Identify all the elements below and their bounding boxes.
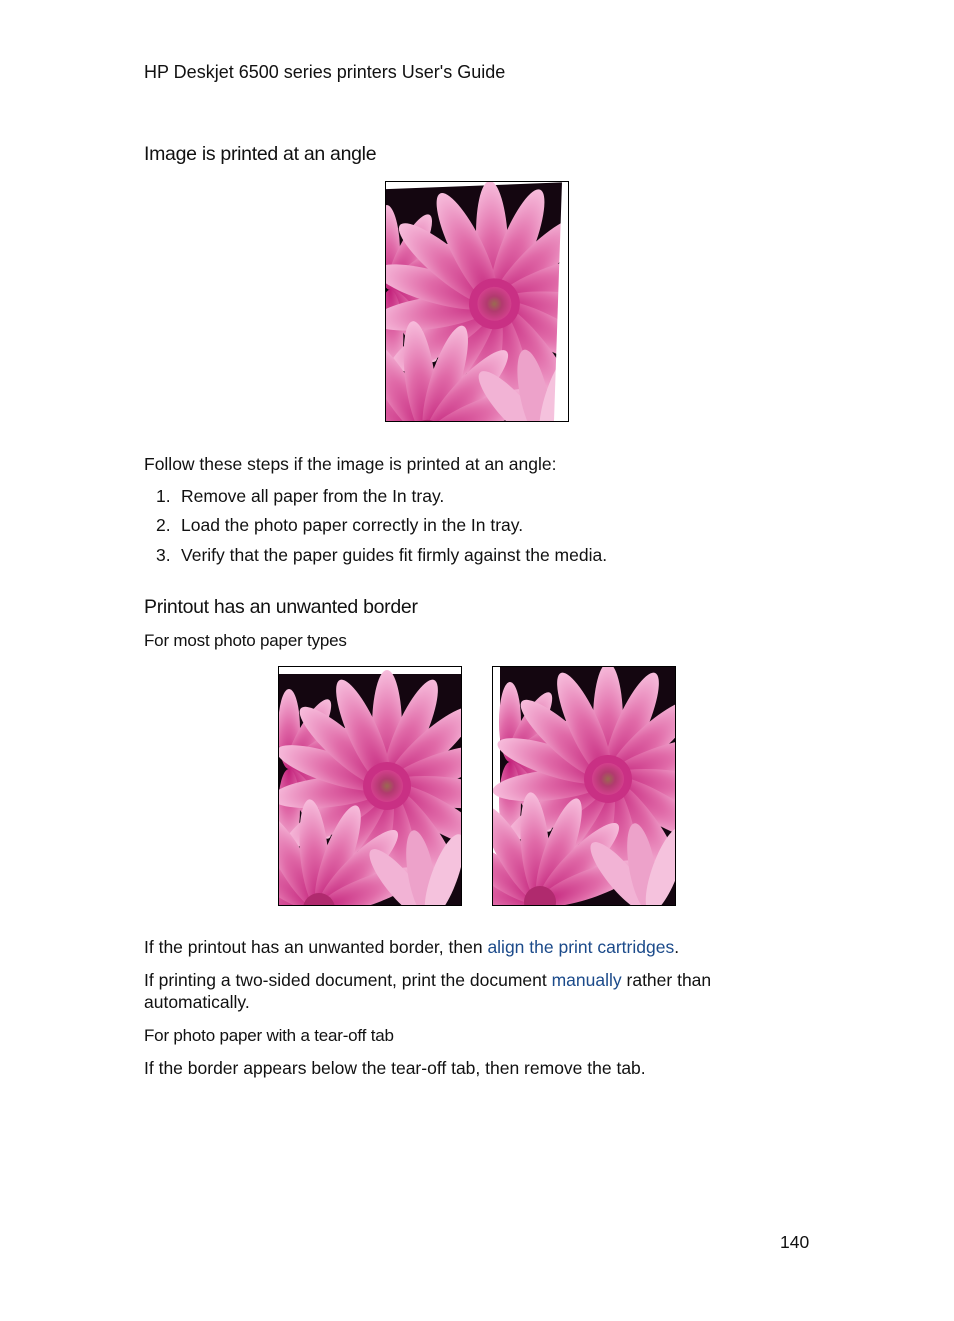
photo-with-left-border <box>492 666 676 906</box>
step-number: 1. <box>156 486 171 506</box>
document-header: HP Deskjet 6500 series printers User's Guide <box>144 62 506 82</box>
tear-off-text: If the border appears below the tear-off tab, then remove the tab. <box>144 1058 646 1078</box>
section-title-angle: Image is printed at an angle <box>144 143 377 165</box>
step-number: 2. <box>156 515 171 535</box>
border-text-2a: If printing a two-sided document, print the document <box>144 970 552 990</box>
border-paragraph-1 <box>144 936 764 958</box>
step-item <box>156 545 607 566</box>
step-text: Load the photo paper correctly in the In tray. <box>181 515 524 535</box>
angled-photo <box>385 181 569 422</box>
page-number: 140 <box>780 1232 810 1252</box>
angle-intro-text: Follow these steps if the image is printed at an angle: <box>144 454 557 474</box>
border-text-1b: . <box>674 937 680 957</box>
step-item <box>156 486 444 507</box>
section-title-border: Printout has an unwanted border <box>144 596 418 618</box>
align-print-cartridges-link[interactable]: align the print cartridges <box>487 937 675 957</box>
border-text-2b: rather than automatically. <box>144 970 712 1012</box>
step-number: 3. <box>156 545 171 565</box>
photo-with-top-border <box>278 666 462 906</box>
subsection-title-tear-off: For photo paper with a tear-off tab <box>144 1026 394 1045</box>
manually-link[interactable]: manually <box>551 970 622 990</box>
border-text-1a: If the printout has an unwanted border, then <box>144 937 488 957</box>
step-text: Remove all paper from the In tray. <box>181 486 445 506</box>
step-text: Verify that the paper guides fit firmly against the media. <box>181 545 608 565</box>
step-item <box>156 515 523 536</box>
subsection-title-most-paper: For most photo paper types <box>144 631 347 650</box>
border-paragraph-2 <box>144 969 754 1013</box>
